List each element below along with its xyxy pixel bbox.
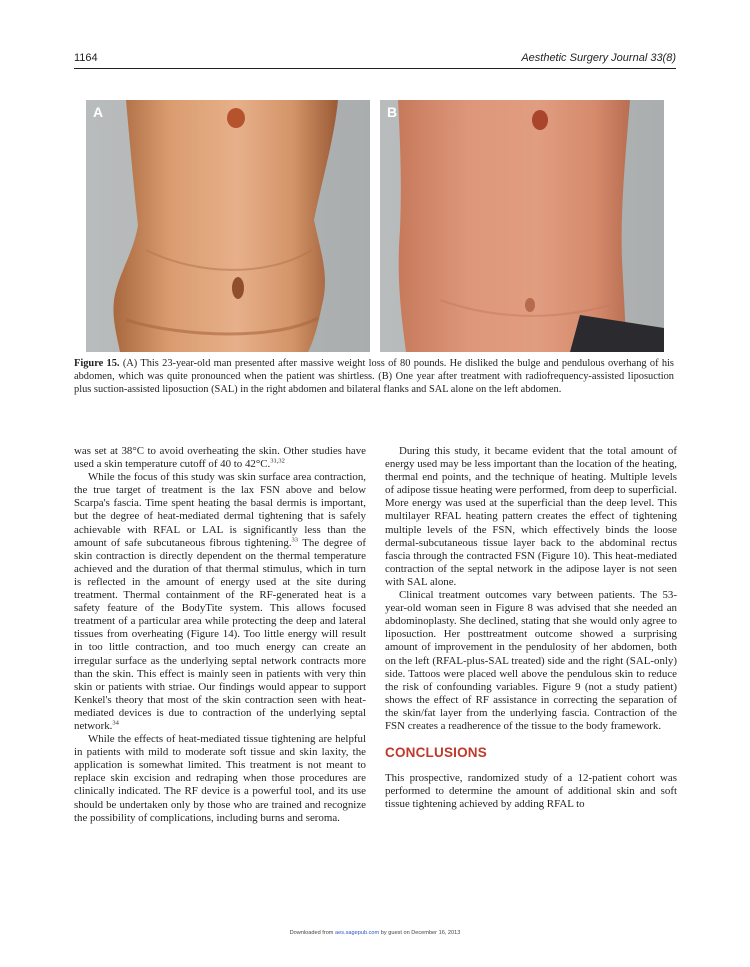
paragraph: Clinical treatment outcomes vary between patients. The 53-year-old woman seen in Figure 8 was advised that she needed an abdominoplasty. She declined, stating that she would only agree to liposuction. Her posttreatment outcome showed a surprising amount of improvement in the pendulosity of her abdomen, both on the left (RFAL-plus-SAL treated) side and the right (SAL-only) side. Tattoos were placed well above the pendulous skin to reduce the risk of confounding variables. Figure 9 (not a study patient) shows the effect of RF assistance in correcting the separation of the skin/fat layer from the underlying fascia. Contraction of the FSN creates a readherence of the tissue to the body framework. — [385, 589, 677, 732]
panel-label-b: B — [387, 104, 398, 120]
section-heading-conclusions: CONCLUSIONS — [385, 745, 487, 761]
figure-caption — [74, 357, 674, 396]
page-number: 1164 — [74, 52, 98, 64]
left-column — [74, 445, 366, 825]
citation-superscript: 33 — [291, 536, 299, 544]
header-rule — [74, 68, 676, 69]
citation-superscript: 31,32 — [270, 457, 285, 465]
torso-before-image — [86, 100, 370, 352]
footer-link[interactable]: aes.sagepub.com — [335, 930, 380, 936]
journal-citation: Aesthetic Surgery Journal 33(8) — [521, 52, 676, 64]
citation-superscript: 34 — [112, 719, 119, 727]
right-column — [385, 445, 677, 811]
figure-photo-after — [380, 100, 664, 352]
paragraph-text: While the focus of this study was skin surface area contraction, the true target of treatment is the lax FSN above and below Scarpa's fascia. Time spent heating the basal dermis is important, but the degree of heat-mediated dermal tightening that is safely achievable with RFAL or LAL is significantly less than the amount of safe subcutaneous fibrous tightening. — [74, 471, 366, 549]
paragraph-text: The degree of skin contraction is directly dependent on the thermal temperature achieved and the duration of that thermal stimulus, which in turn is reflected in the amount of energy used at the site during treatment. Thermal containment of the RF-generated heat is a safety feature of the BodyTite system. This allows focused treatment of a particular area while protecting the deep and lateral tissues from overheating (Figure 14). Too little energy will result in too little contraction, and too much energy can create an irregular surface as the underlying septal network contracts more than the skin. This effect is mainly seen in patients with very thin skin or patients with striae. Our findings would appear to support Kenkel's theory that most of the skin contraction seen with heat-mediated devices is due to contraction of the underlying septal network. — [74, 536, 366, 732]
panel-label-a: A — [93, 104, 104, 120]
paragraph — [74, 471, 366, 733]
paragraph — [74, 445, 366, 471]
paragraph: This prospective, randomized study of a 12-patient cohort was performed to determine the amount of additional skin and soft tissue tightening achieved by adding RFAL to — [385, 772, 677, 811]
figure-caption-label: Figure 15. — [74, 358, 120, 369]
footer-prefix: Downloaded from — [289, 930, 336, 936]
paragraph: While the effects of heat-mediated tissue tightening are helpful in patients with mild to moderate soft tissue and skin laxity, the application is somewhat limited. This treatment is not meant to replace skin excision and redraping when those procedures are clinically indicated. The RF device is a powerful tool, and its use should be undertaken only by those who are trained and recognize the possibility of complications, including burns and seroma. — [74, 733, 366, 824]
paragraph: During this study, it became evident that the total amount of energy used may be less important than the location of the heating, thermal end points, and the technique of heating. Multiple levels of adipose tissue heating were performed, from deep to superficial. More energy was used at the superficial than the deep level. This multilayer RFAL heating pattern creates the effect of tightening multiple levels of the FSN, which effectively binds the loose dermal-subcutaneous tissue layer back to the abdominal rectus fascia through the contracted FSN (Figure 10). This heat-mediated contraction of the septal network in the adipose layer is not seen with SAL alone. — [385, 445, 677, 588]
download-footer — [0, 930, 750, 936]
figure-caption-text: (A) This 23-year-old man presented after massive weight loss of 80 pounds. He disliked the bulge and pendulous overhang of his abdomen, which was quite pronounced when the patient was shirtless. (B) One year after treatment with radiofrequency-assisted liposuction plus suction-assisted liposuction (SAL) in the right abdomen and bilateral flanks and SAL alone on the left abdomen. — [74, 358, 674, 395]
torso-after-image — [380, 100, 664, 352]
paragraph-text: was set at 38°C to avoid overheating the skin. Other studies have used a skin temperature cutoff of 40 to 42°C. — [74, 445, 366, 471]
footer-suffix: by guest on December 16, 2013 — [379, 930, 461, 936]
figure-photo-before — [86, 100, 370, 352]
